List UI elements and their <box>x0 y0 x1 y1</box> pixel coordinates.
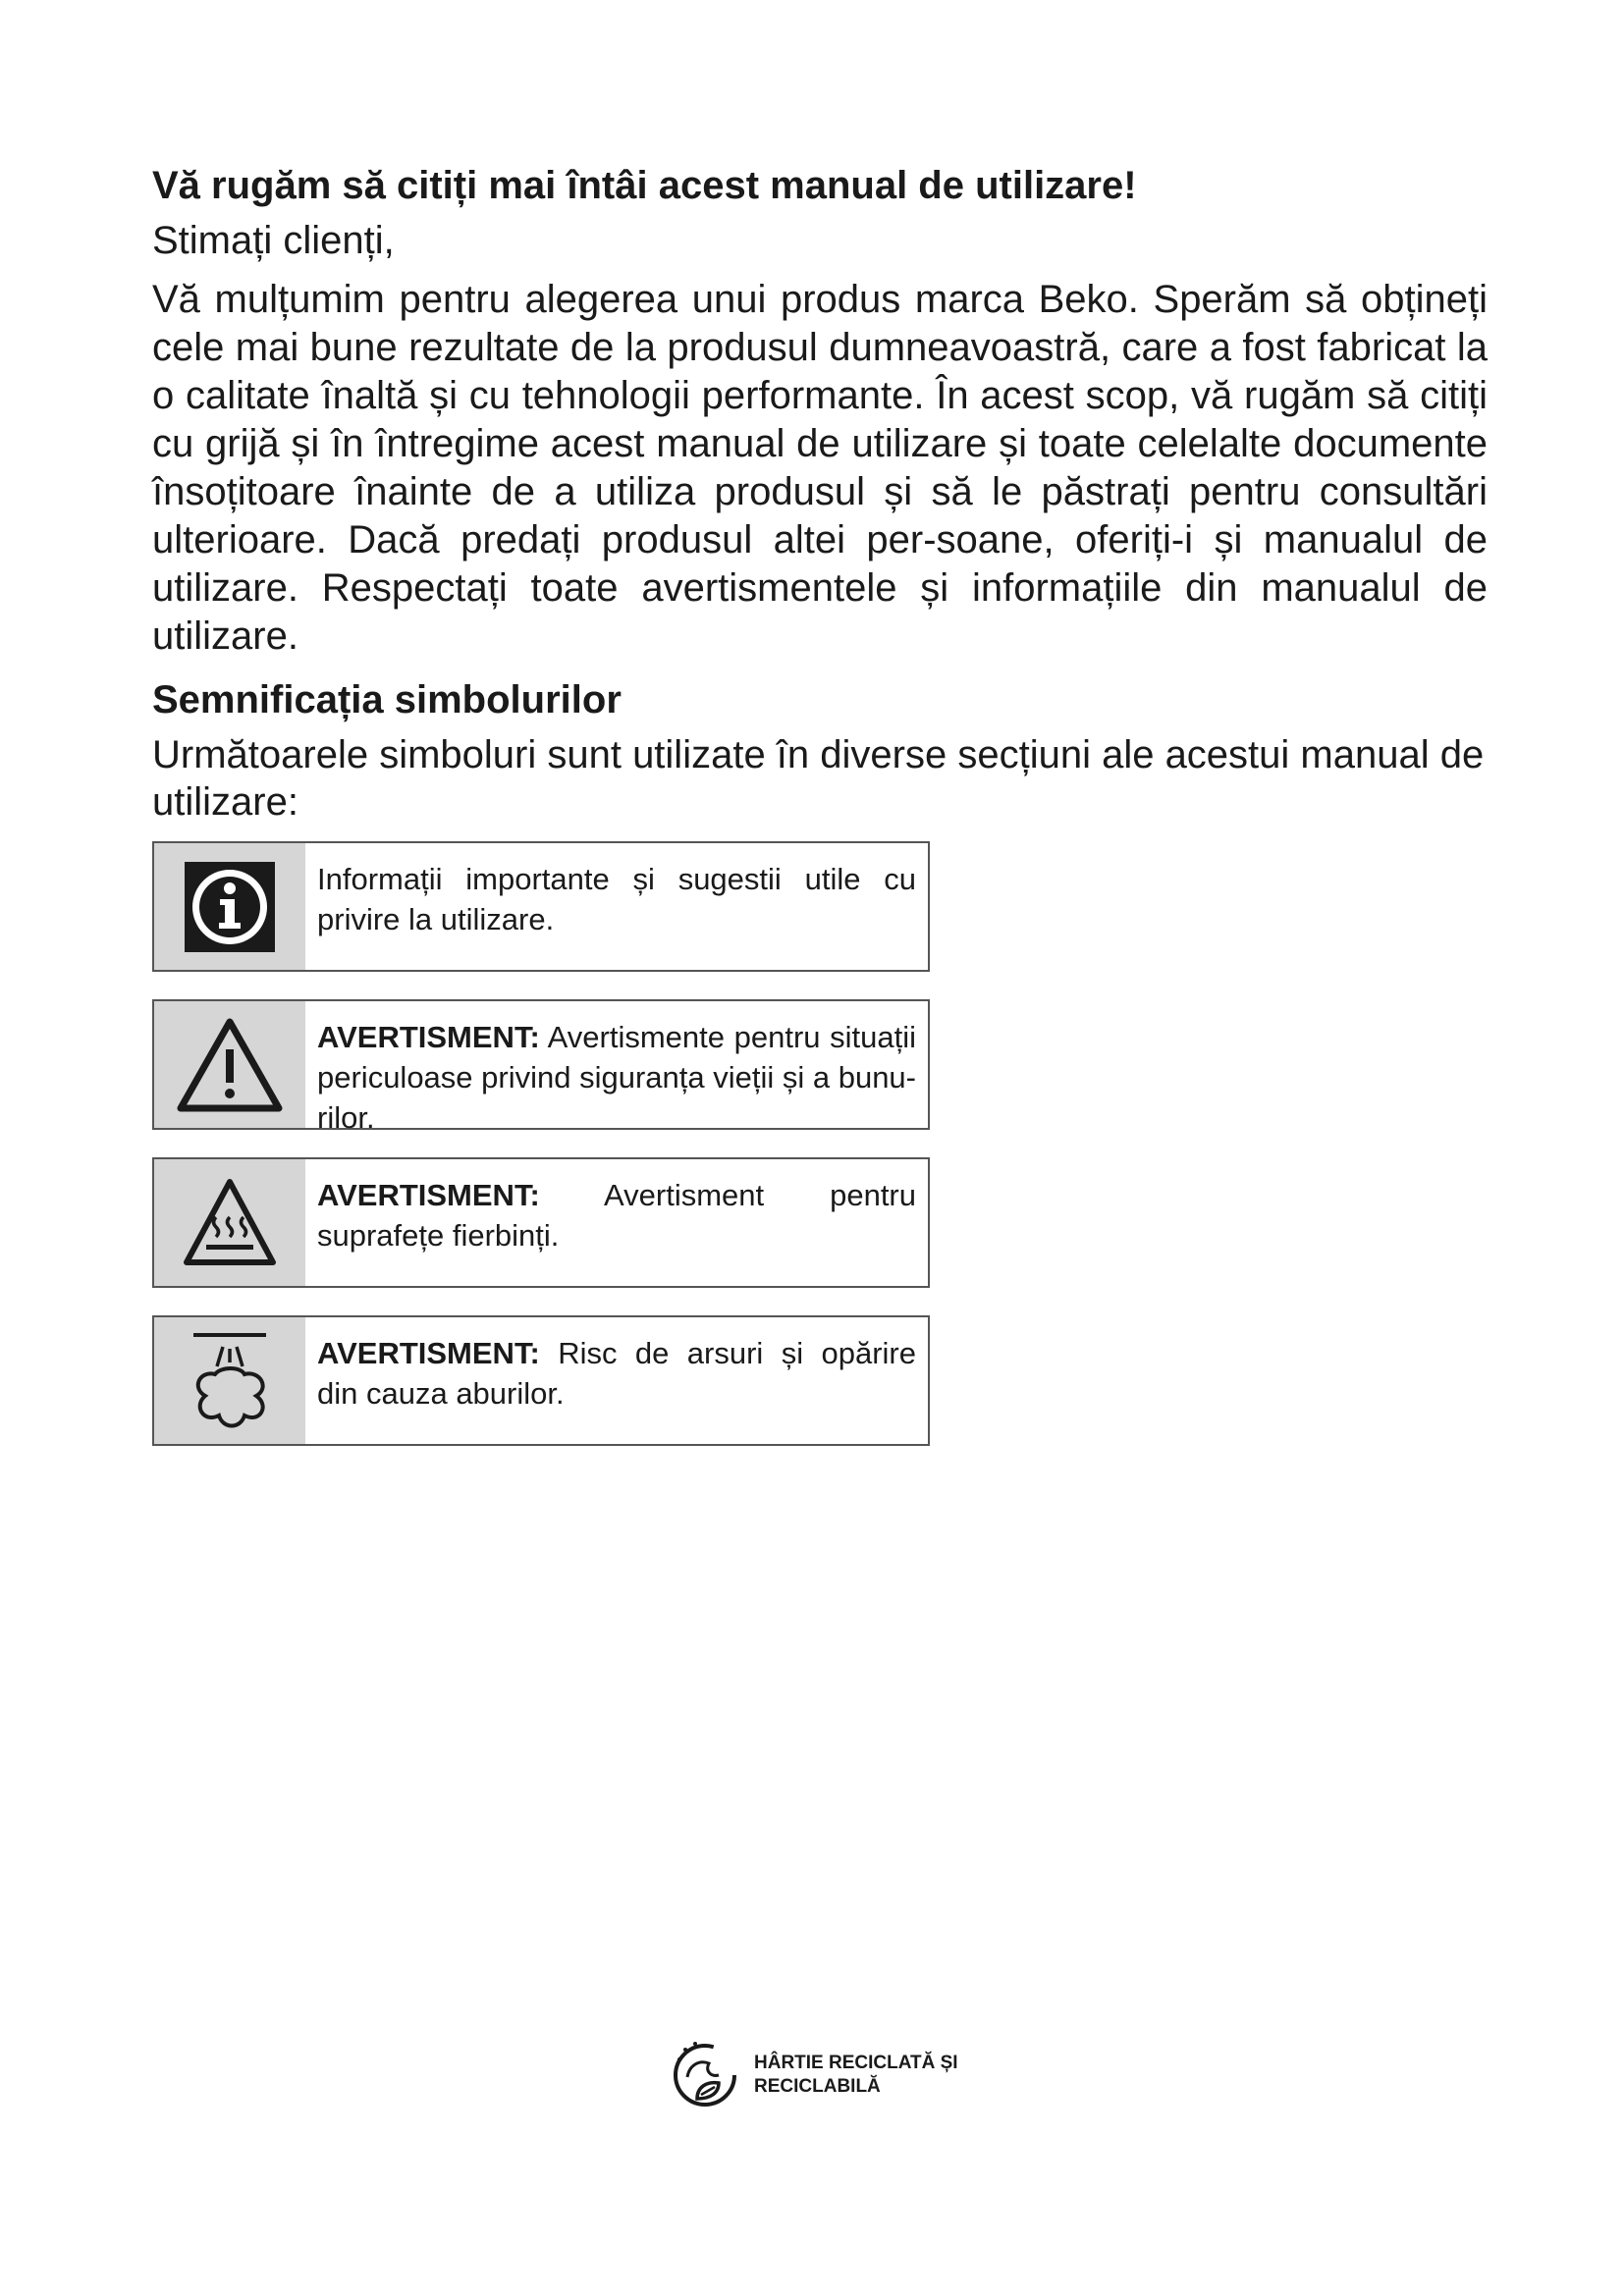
symbol-row-hot-surface <box>152 1157 930 1288</box>
main-heading: Vă rugăm să citiți mai întâi acest manual de utilizare! <box>152 164 1137 207</box>
salutation: Stimați clienți, <box>152 219 395 262</box>
hot-surface-icon <box>154 1159 305 1286</box>
symbol-text <box>305 1001 928 1135</box>
symbol-table <box>152 841 930 1446</box>
recycled-paper-label <box>754 2052 990 2099</box>
manual-page <box>152 162 1488 1473</box>
recycled-paper-line2: RECICLABILĂ <box>754 2076 881 2097</box>
warning-label: AVERTISMENT: <box>317 1336 540 1370</box>
symbol-description: Avertismente pentru situații periculoase privind siguranța vieții și a bunu-rilor. <box>317 1020 916 1135</box>
recycled-paper-icon <box>668 2038 742 2112</box>
symbol-description: Risc de arsuri și opărire din cauza aburilor. <box>317 1336 916 1411</box>
warning-triangle-icon <box>154 1001 305 1128</box>
symbol-text <box>305 1159 928 1286</box>
symbol-text <box>305 843 928 970</box>
warning-label: AVERTISMENT: <box>317 1178 540 1212</box>
info-icon <box>154 843 305 970</box>
symbols-heading: Semnificația simbolurilor <box>152 678 622 721</box>
symbol-text <box>305 1317 928 1444</box>
intro-paragraph: Vă mulțumim pentru alegerea unui produs marca Beko. Sperăm să obțineți cele mai bune rezultate de la produsul dumneavoastră, care a fost fabricat la o calitate înaltă și cu tehnologii performante. În acest scop, vă rugăm să citiți cu grijă și în întregime acest manual de utilizare și toate celelalte documente însoțitoare înainte de a utiliza produsul și să le păstrați pentru consultări ulterioare. Dacă predați produsul altei per-soane, oferiți-i și manualul de utilizare. Respectați toate avertismentele și informațiile din manualul de utilizare. <box>152 278 1488 658</box>
steam-icon <box>154 1317 305 1444</box>
symbols-intro: Următoarele simboluri sunt utilizate în diverse secțiuni ale acestui manual de utilizare: <box>152 733 1485 824</box>
symbol-row-steam <box>152 1315 930 1446</box>
recycled-paper-badge <box>668 2038 990 2112</box>
recycled-paper-line1: HÂRTIE RECICLATĂ ȘI <box>754 2053 958 2073</box>
symbol-row-info <box>152 841 930 972</box>
symbol-description: Avertisment pentru suprafețe fierbinți. <box>317 1178 916 1253</box>
symbol-row-warning <box>152 999 930 1135</box>
symbol-description: Informații importante și sugestii utile cu privire la utilizare. <box>317 862 916 936</box>
warning-label: AVERTISMENT: <box>317 1020 540 1054</box>
